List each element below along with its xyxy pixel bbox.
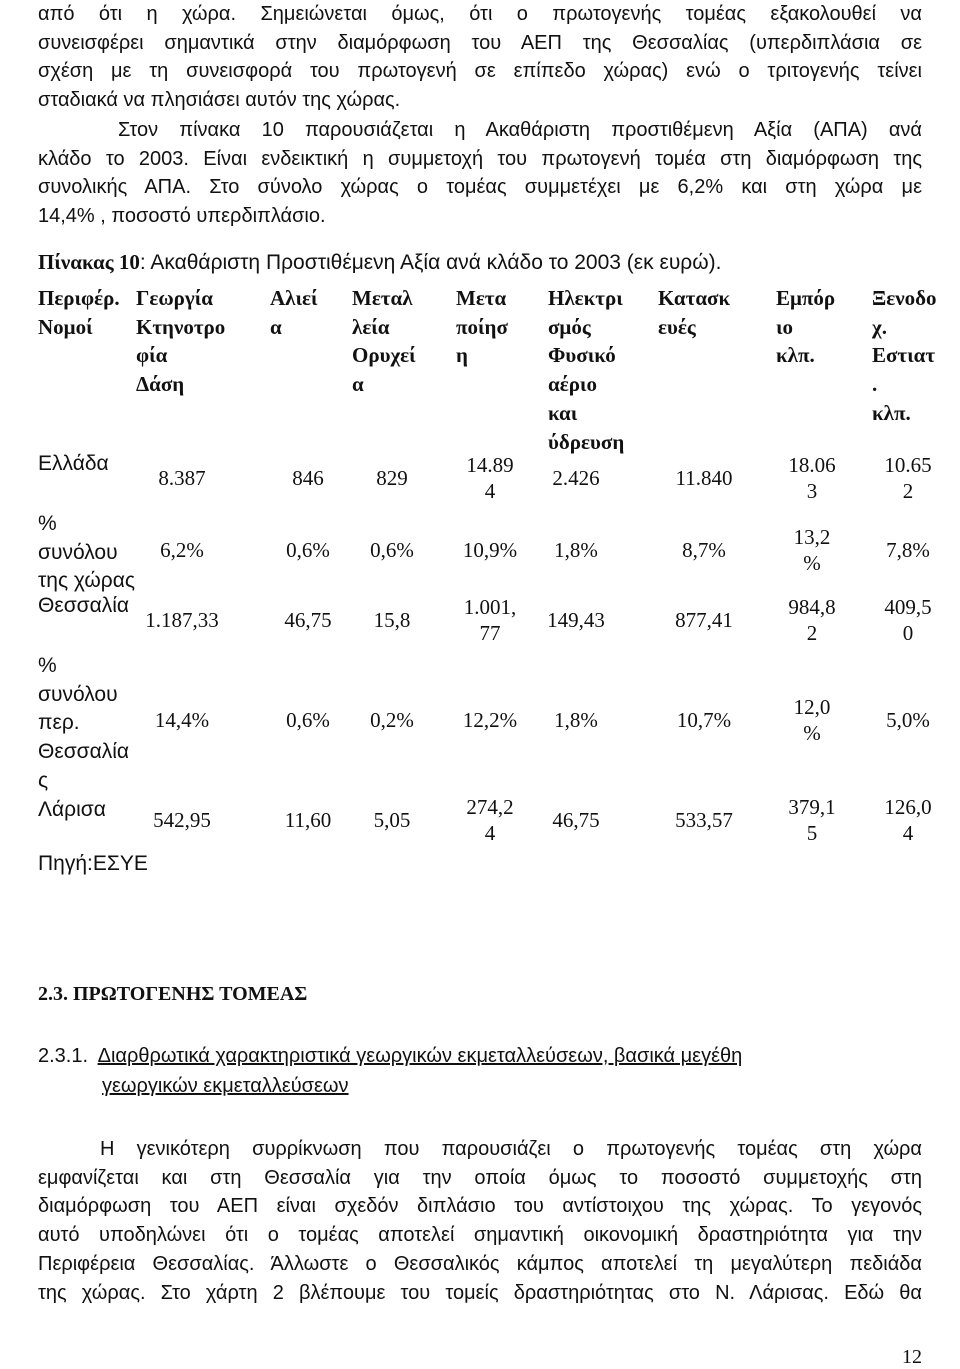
table-cell-line: 0,6% [370,538,414,562]
table-cell [649,707,759,733]
subsection-number: 2.3.1. [38,1045,89,1067]
table-cell [337,465,447,491]
table-cell [649,465,759,491]
table-cell-line: 15,8 [373,608,411,632]
table-cell [853,452,960,504]
table-cell-line: 46,75 [552,808,600,832]
column-header-line: Ηλεκτρι [548,286,623,310]
table-cell-line: 4 [902,821,914,845]
column-header-line: Εμπόρ [776,286,836,310]
table-cell [649,537,759,563]
table-cell-line: 7,8% [886,538,930,562]
column-header-line: φία [136,343,168,368]
table-cell [337,607,447,633]
table-cell [521,537,631,563]
row-label-line: της χώρας [38,569,135,593]
description-line: κλάδο το 2003. Είναι ενδεικτική η συμμετοχή του πρωτογενή τομέα στη διαμόρφωση της [38,147,922,170]
table-cell-line: 12,2% [462,708,518,732]
table-cell [757,452,867,504]
column-header-line: Εστιατ [872,343,936,368]
row-label [38,796,106,825]
table-cell-line: 1,8% [554,538,598,562]
row-label-line: % [38,512,57,535]
table-cell-line: 46,75 [284,608,332,632]
closing-line: εμφανίζεται και στη Θεσσαλία για την οποία όμως το ποσοστό συμμετοχής στη [38,1166,922,1189]
row-label-line: συνόλου [38,540,118,564]
table-cell-line: 3 [806,479,818,503]
table-caption-text: : Ακαθάριστη Προστιθέμενη Αξία ανά κλάδο το 2003 (εκ ευρώ). [139,251,722,274]
table-cell-line: 274,2 [466,795,514,819]
column-header-line: ύδρευση [548,429,625,454]
table-cell [757,694,867,746]
column-header [38,284,120,341]
column-header-line: Κατασκ [658,286,731,310]
row-label [38,450,109,479]
table-cell-line: 1,8% [554,708,598,732]
table-cell [127,707,237,733]
column-header [872,284,936,428]
table-cell-line: % [803,721,821,745]
table-description-paragraph [38,116,922,231]
table-cell [649,607,759,633]
table-cell-line: 12,0 [793,695,831,719]
table-cell-line: 0,6% [286,708,330,732]
table-cell [853,537,960,563]
column-header-line: και [548,400,578,425]
table-cell-line: 2 [902,479,914,503]
table-cell-line: 11.840 [675,466,733,490]
table-cell [521,807,631,833]
table-cell-line: 126,0 [884,795,932,819]
table-cell-line: 8.387 [158,466,206,490]
table-cell-line: 14.89 [466,453,514,477]
subsection-heading [38,1041,742,1101]
closing-line: Η γενικότερη συρρίκνωση που παρουσιάζει ο πρωτογενής τομέας στη χώρα [100,1138,922,1160]
column-header [136,284,225,399]
column-header [456,284,508,370]
table-cell-line: 4 [484,821,496,845]
closing-paragraph [38,1135,922,1307]
table-cell-line: 8,7% [682,538,726,562]
table-cell [337,537,447,563]
table-cell-line: 10,9% [462,538,518,562]
table-cell [127,465,237,491]
table-cell [337,707,447,733]
table-cell-line: 5 [806,821,818,845]
column-header [776,284,835,370]
table-cell-line: 533,57 [675,808,733,832]
closing-line: Περιφέρεια Θεσσαλίας. Άλλωστε ο Θεσσαλικός κάμπος αποτελεί τη μεγαλύτερη πεδιάδα [38,1252,922,1275]
column-header-line: Μετα [456,286,507,310]
table-caption-label: Πίνακας 10 [38,250,140,274]
table-cell-line: 6,2% [160,538,204,562]
table-cell [127,807,237,833]
intro-line: σχέση με τη συνεισφορά του πρωτογενή σε επίπεδο χώρας) ενώ ο τριτογενής τείνει [38,60,922,83]
row-label-line: περ. [38,711,80,735]
table-cell-line: 77 [479,621,501,645]
row-label-line: Ελλάδα [38,452,109,475]
intro-line: συνεισφέρει σημαντικά στην διαμόρφωση του ΑΕΠ της Θεσσαλίας (υπερδιπλάσια σε [38,31,922,54]
column-header-line: Ορυχεί [352,343,416,368]
row-label-line: % [38,654,57,677]
column-header-line: αέριο [548,372,597,397]
section-heading: 2.3. ΠΡΩΤΟΓΕΝΗΣ ΤΟΜΕΑΣ [38,983,308,1005]
table-cell [757,794,867,846]
table-cell-line: 10,7% [676,708,732,732]
table-cell-line: 1.187,33 [145,608,219,632]
column-header-line: Νομοί [38,314,93,339]
intro-paragraph [38,0,922,115]
table-cell-line: 379,1 [788,795,836,819]
table-cell-line: 846 [292,466,324,490]
table-cell [337,807,447,833]
column-header-line: α [352,372,364,397]
table-cell-line: 0,6% [286,538,330,562]
table-cell-line: 5,0% [886,708,930,732]
subsection-title-line2: γεωργικών εκμεταλλεύσεων [102,1075,349,1097]
table-cell [521,707,631,733]
row-label-line: συνόλου [38,682,118,706]
intro-line: από ότι η χώρα. Σημειώνεται όμως, ότι ο πρωτογενής τομέας εξακολουθεί να [38,3,922,25]
table-cell-line: % [803,551,821,575]
table-cell-line: 829 [376,466,408,490]
column-header [270,284,317,341]
column-header-line: Γεωργία [136,286,213,310]
row-label-line: ς [38,768,49,792]
table-cell [757,524,867,576]
column-header-line: . [872,372,878,397]
closing-line: της χώρας. Στο χάρτη 2 βλέπουμε του τομείς δραστηριότητας στο Ν. Λάρισας. Εδώ θα [38,1281,922,1304]
row-label [38,592,129,621]
table-cell-line: 4 [484,479,496,503]
column-header-line: Περιφέρ. [38,286,120,310]
table-cell-line: 14,4% [154,708,210,732]
table-cell [521,607,631,633]
table-cell-line: 409,5 [884,595,932,619]
table-cell-line: 0 [902,621,914,645]
table-cell [853,594,960,646]
column-header-line: Κτηνοτρο [136,314,226,339]
table-cell [853,794,960,846]
table-cell-line: 2.426 [552,466,600,490]
table-cell [649,807,759,833]
column-header-line: Αλιεί [270,286,318,310]
table-cell-line: 149,43 [547,608,605,632]
intro-line: σταδιακά να πλησιάσει αυτόν της χώρας. [38,89,401,112]
page-number: 12 [902,1346,922,1368]
table-caption [38,250,721,275]
column-header-line: ευές [658,314,696,339]
row-label [38,652,129,796]
row-label [38,510,135,596]
table-cell-line: 11,60 [284,808,332,832]
column-header-line: κλπ. [872,400,911,425]
column-header-line: Δάση [136,372,185,397]
closing-line: αυτό υποδηλώνει ότι ο τομέας αποτελεί σημαντική οικονομική δραστηριότητα για την [38,1224,922,1247]
table-cell [127,607,237,633]
description-line: 14,4% , ποσοστό υπερδιπλάσιο. [38,205,326,228]
column-header-line: η [456,343,468,368]
column-header-line: Φυσικό [548,343,616,368]
column-header-line: α [270,314,282,339]
table-cell [853,707,960,733]
column-header-line: λεία [352,314,390,339]
column-header-line: Μεταλ [352,286,413,310]
table-cell-line: 542,95 [153,808,211,832]
table-cell-line: 0,2% [370,708,414,732]
table-cell-line: 984,8 [788,595,836,619]
subsection-title-line1: Διαρθρωτικά χαρακτηριστικά γεωργικών εκμεταλλεύσεων, βασικά μεγέθη [97,1045,743,1067]
table-source: Πηγή:ΕΣΥΕ [38,852,148,875]
row-label-line: Θεσσαλία [38,594,130,617]
closing-line: διαμόρφωση του ΑΕΠ είναι σχεδόν διπλάσιο του αντίστοιχου της χώρας. Το γεγονός [38,1195,922,1218]
description-line: Στον πίνακα 10 παρουσιάζεται η Ακαθάριστη προστιθέμενη Αξία (ΑΠΑ) ανά [118,119,922,141]
table-cell-line: 877,41 [675,608,733,632]
table-cell [757,594,867,646]
column-header-line: ιο [776,314,794,339]
column-header [352,284,416,399]
column-header-line: ποίησ [456,314,508,339]
table-cell-line: 18.06 [788,453,836,477]
description-line: συνολικής ΑΠΑ. Στο σύνολο χώρας ο τομέας συμμετέχει με 6,2% και στη χώρα με [38,176,922,199]
table-cell-line: 10.65 [884,453,932,477]
column-header [548,284,624,456]
column-header-line: κλπ. [776,343,815,368]
table-cell-line: 1.001, [463,595,517,619]
table-cell-line: 5,05 [373,808,411,832]
table-cell [127,537,237,563]
column-header-line: σμός [548,314,591,339]
column-header-line: Ξενοδο [872,286,937,310]
row-label-line: Θεσσαλία [38,740,130,764]
column-header-line: χ. [872,314,887,339]
column-header [658,284,730,341]
table-cell-line: 2 [806,621,818,645]
row-label-line: Λάρισα [38,798,106,821]
table-cell-line: 13,2 [793,525,831,549]
table-cell [521,465,631,491]
